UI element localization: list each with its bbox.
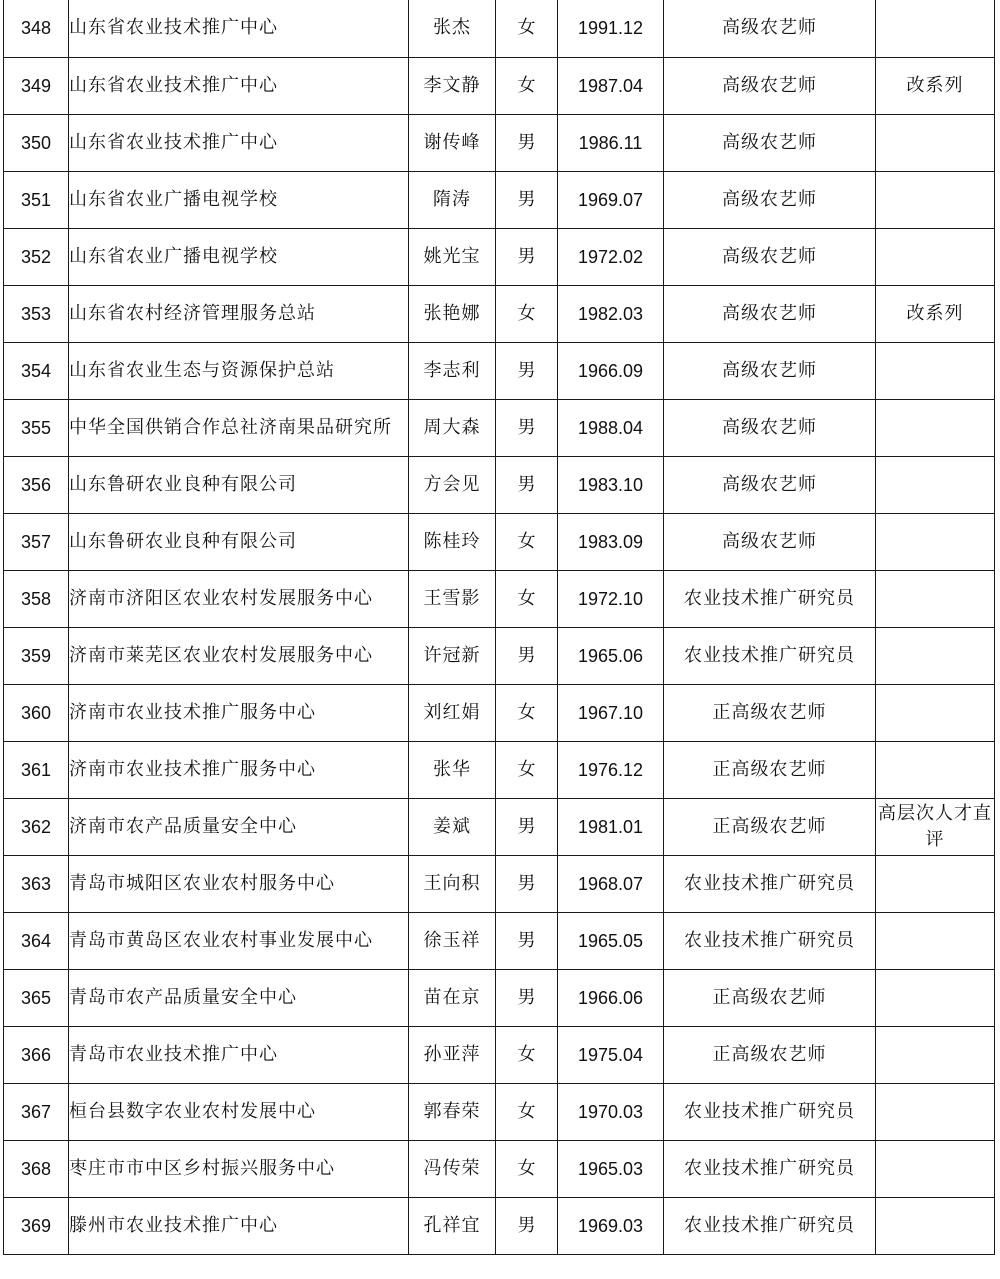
- professional-title-cell: 农业技术推广研究员: [664, 912, 876, 969]
- person-name-cell: 姜斌: [409, 798, 496, 855]
- remark-cell: [876, 684, 995, 741]
- table-row: [4, 684, 995, 741]
- work-unit-cell: 枣庄市市中区乡村振兴服务中心: [69, 1140, 409, 1197]
- remark-cell: [876, 912, 995, 969]
- gender-cell: 男: [496, 456, 558, 513]
- remark-cell: 改系列: [876, 57, 995, 114]
- professional-title-cell: 正高级农艺师: [664, 798, 876, 855]
- professional-title-cell: 高级农艺师: [664, 228, 876, 285]
- gender-cell: 男: [496, 342, 558, 399]
- table-row: [4, 57, 995, 114]
- table-row: [4, 285, 995, 342]
- gender-cell: 女: [496, 57, 558, 114]
- row-number-cell: 359: [4, 627, 69, 684]
- gender-cell: 女: [496, 570, 558, 627]
- gender-cell: 男: [496, 171, 558, 228]
- birth-date-cell: 1972.10: [558, 570, 664, 627]
- birth-date-cell: 1986.11: [558, 114, 664, 171]
- row-number-cell: 361: [4, 741, 69, 798]
- birth-date-cell: 1975.04: [558, 1026, 664, 1083]
- table-row: [4, 228, 995, 285]
- table-row: [4, 513, 995, 570]
- birth-date-cell: 1966.09: [558, 342, 664, 399]
- work-unit-cell: 济南市农业技术推广服务中心: [69, 741, 409, 798]
- person-name-cell: 苗在京: [409, 969, 496, 1026]
- gender-cell: 男: [496, 114, 558, 171]
- remark-cell: [876, 627, 995, 684]
- work-unit-cell: 济南市莱芜区农业农村发展服务中心: [69, 627, 409, 684]
- roster-body: [4, 0, 995, 1254]
- professional-title-cell: 正高级农艺师: [664, 969, 876, 1026]
- work-unit-cell: 山东省农业广播电视学校: [69, 228, 409, 285]
- person-name-cell: 李志利: [409, 342, 496, 399]
- remark-cell: 改系列: [876, 285, 995, 342]
- row-number-cell: 369: [4, 1197, 69, 1254]
- person-name-cell: 张华: [409, 741, 496, 798]
- birth-date-cell: 1991.12: [558, 0, 664, 57]
- person-name-cell: 孔祥宜: [409, 1197, 496, 1254]
- birth-date-cell: 1969.03: [558, 1197, 664, 1254]
- birth-date-cell: 1981.01: [558, 798, 664, 855]
- gender-cell: 男: [496, 1197, 558, 1254]
- professional-title-cell: 正高级农艺师: [664, 1026, 876, 1083]
- person-name-cell: 王向积: [409, 855, 496, 912]
- gender-cell: 女: [496, 0, 558, 57]
- gender-cell: 女: [496, 513, 558, 570]
- person-name-cell: 姚光宝: [409, 228, 496, 285]
- gender-cell: 男: [496, 399, 558, 456]
- person-name-cell: 王雪影: [409, 570, 496, 627]
- row-number-cell: 364: [4, 912, 69, 969]
- remark-cell: [876, 513, 995, 570]
- remark-cell: [876, 228, 995, 285]
- work-unit-cell: 山东鲁研农业良种有限公司: [69, 513, 409, 570]
- work-unit-cell: 青岛市农产品质量安全中心: [69, 969, 409, 1026]
- gender-cell: 男: [496, 969, 558, 1026]
- professional-title-cell: 高级农艺师: [664, 171, 876, 228]
- work-unit-cell: 山东省农业广播电视学校: [69, 171, 409, 228]
- work-unit-cell: 青岛市黄岛区农业农村事业发展中心: [69, 912, 409, 969]
- person-name-cell: 冯传荣: [409, 1140, 496, 1197]
- gender-cell: 男: [496, 798, 558, 855]
- professional-title-cell: 高级农艺师: [664, 399, 876, 456]
- row-number-cell: 360: [4, 684, 69, 741]
- person-name-cell: 张艳娜: [409, 285, 496, 342]
- remark-cell: [876, 342, 995, 399]
- row-number-cell: 368: [4, 1140, 69, 1197]
- birth-date-cell: 1982.03: [558, 285, 664, 342]
- gender-cell: 男: [496, 627, 558, 684]
- birth-date-cell: 1968.07: [558, 855, 664, 912]
- remark-cell: [876, 171, 995, 228]
- row-number-cell: 366: [4, 1026, 69, 1083]
- work-unit-cell: 山东省农业技术推广中心: [69, 114, 409, 171]
- birth-date-cell: 1967.10: [558, 684, 664, 741]
- row-number-cell: 362: [4, 798, 69, 855]
- work-unit-cell: 青岛市城阳区农业农村服务中心: [69, 855, 409, 912]
- work-unit-cell: 山东省农村经济管理服务总站: [69, 285, 409, 342]
- row-number-cell: 351: [4, 171, 69, 228]
- work-unit-cell: 山东鲁研农业良种有限公司: [69, 456, 409, 513]
- remark-cell: [876, 969, 995, 1026]
- professional-title-cell: 高级农艺师: [664, 57, 876, 114]
- professional-title-cell: 农业技术推广研究员: [664, 1197, 876, 1254]
- remark-cell: [876, 1140, 995, 1197]
- remark-cell: [876, 1026, 995, 1083]
- person-name-cell: 郭春荣: [409, 1083, 496, 1140]
- row-number-cell: 352: [4, 228, 69, 285]
- remark-cell: [876, 114, 995, 171]
- row-number-cell: 348: [4, 0, 69, 57]
- birth-date-cell: 1966.06: [558, 969, 664, 1026]
- table-row: [4, 1026, 995, 1083]
- professional-title-cell: 高级农艺师: [664, 513, 876, 570]
- birth-date-cell: 1976.12: [558, 741, 664, 798]
- work-unit-cell: 滕州市农业技术推广中心: [69, 1197, 409, 1254]
- table-row: [4, 342, 995, 399]
- table-row: [4, 798, 995, 855]
- remark-cell: [876, 741, 995, 798]
- table-row: [4, 627, 995, 684]
- work-unit-cell: 山东省农业技术推广中心: [69, 57, 409, 114]
- birth-date-cell: 1983.10: [558, 456, 664, 513]
- work-unit-cell: 济南市农业技术推广服务中心: [69, 684, 409, 741]
- row-number-cell: 357: [4, 513, 69, 570]
- table-row: [4, 399, 995, 456]
- work-unit-cell: 中华全国供销合作总社济南果品研究所: [69, 399, 409, 456]
- row-number-cell: 358: [4, 570, 69, 627]
- gender-cell: 女: [496, 1140, 558, 1197]
- table-row: [4, 114, 995, 171]
- person-name-cell: 许冠新: [409, 627, 496, 684]
- professional-title-cell: 正高级农艺师: [664, 684, 876, 741]
- professional-title-cell: 高级农艺师: [664, 342, 876, 399]
- birth-date-cell: 1965.06: [558, 627, 664, 684]
- work-unit-cell: 山东省农业生态与资源保护总站: [69, 342, 409, 399]
- person-name-cell: 徐玉祥: [409, 912, 496, 969]
- gender-cell: 男: [496, 855, 558, 912]
- remark-cell: [876, 456, 995, 513]
- row-number-cell: 363: [4, 855, 69, 912]
- table-row: [4, 741, 995, 798]
- table-row: [4, 912, 995, 969]
- birth-date-cell: 1987.04: [558, 57, 664, 114]
- professional-title-cell: 农业技术推广研究员: [664, 570, 876, 627]
- row-number-cell: 367: [4, 1083, 69, 1140]
- birth-date-cell: 1983.09: [558, 513, 664, 570]
- professional-title-cell: 农业技术推广研究员: [664, 1140, 876, 1197]
- person-name-cell: 刘红娟: [409, 684, 496, 741]
- work-unit-cell: 山东省农业技术推广中心: [69, 0, 409, 57]
- gender-cell: 女: [496, 741, 558, 798]
- remark-cell: [876, 1083, 995, 1140]
- remark-cell: [876, 399, 995, 456]
- person-name-cell: 谢传峰: [409, 114, 496, 171]
- table-row: [4, 1197, 995, 1254]
- person-name-cell: 周大森: [409, 399, 496, 456]
- birth-date-cell: 1970.03: [558, 1083, 664, 1140]
- table-row: [4, 969, 995, 1026]
- remark-cell: [876, 1197, 995, 1254]
- work-unit-cell: 济南市济阳区农业农村发展服务中心: [69, 570, 409, 627]
- work-unit-cell: 济南市农产品质量安全中心: [69, 798, 409, 855]
- gender-cell: 女: [496, 684, 558, 741]
- birth-date-cell: 1965.05: [558, 912, 664, 969]
- person-name-cell: 隋涛: [409, 171, 496, 228]
- row-number-cell: 356: [4, 456, 69, 513]
- gender-cell: 女: [496, 1083, 558, 1140]
- roster-table: [3, 0, 995, 1255]
- professional-title-cell: 高级农艺师: [664, 114, 876, 171]
- professional-title-cell: 农业技术推广研究员: [664, 855, 876, 912]
- row-number-cell: 365: [4, 969, 69, 1026]
- table-row: [4, 0, 995, 57]
- work-unit-cell: 青岛市农业技术推广中心: [69, 1026, 409, 1083]
- work-unit-cell: 桓台县数字农业农村发展中心: [69, 1083, 409, 1140]
- person-name-cell: 张杰: [409, 0, 496, 57]
- professional-title-cell: 正高级农艺师: [664, 741, 876, 798]
- gender-cell: 女: [496, 1026, 558, 1083]
- birth-date-cell: 1972.02: [558, 228, 664, 285]
- row-number-cell: 350: [4, 114, 69, 171]
- professional-title-cell: 农业技术推广研究员: [664, 627, 876, 684]
- row-number-cell: 353: [4, 285, 69, 342]
- row-number-cell: 354: [4, 342, 69, 399]
- professional-title-cell: 高级农艺师: [664, 456, 876, 513]
- remark-cell: [876, 0, 995, 57]
- birth-date-cell: 1969.07: [558, 171, 664, 228]
- table-row: [4, 456, 995, 513]
- professional-title-cell: 农业技术推广研究员: [664, 1083, 876, 1140]
- table-row: [4, 570, 995, 627]
- table-row: [4, 1083, 995, 1140]
- table-row: [4, 1140, 995, 1197]
- birth-date-cell: 1988.04: [558, 399, 664, 456]
- remark-cell: 高层次人才直评: [876, 798, 995, 855]
- gender-cell: 男: [496, 912, 558, 969]
- row-number-cell: 349: [4, 57, 69, 114]
- person-name-cell: 陈桂玲: [409, 513, 496, 570]
- birth-date-cell: 1965.03: [558, 1140, 664, 1197]
- gender-cell: 男: [496, 228, 558, 285]
- gender-cell: 女: [496, 285, 558, 342]
- person-name-cell: 方会见: [409, 456, 496, 513]
- person-name-cell: 孙亚萍: [409, 1026, 496, 1083]
- row-number-cell: 355: [4, 399, 69, 456]
- remark-cell: [876, 570, 995, 627]
- professional-title-cell: 高级农艺师: [664, 0, 876, 57]
- table-row: [4, 171, 995, 228]
- person-name-cell: 李文静: [409, 57, 496, 114]
- table-row: [4, 855, 995, 912]
- remark-cell: [876, 855, 995, 912]
- professional-title-cell: 高级农艺师: [664, 285, 876, 342]
